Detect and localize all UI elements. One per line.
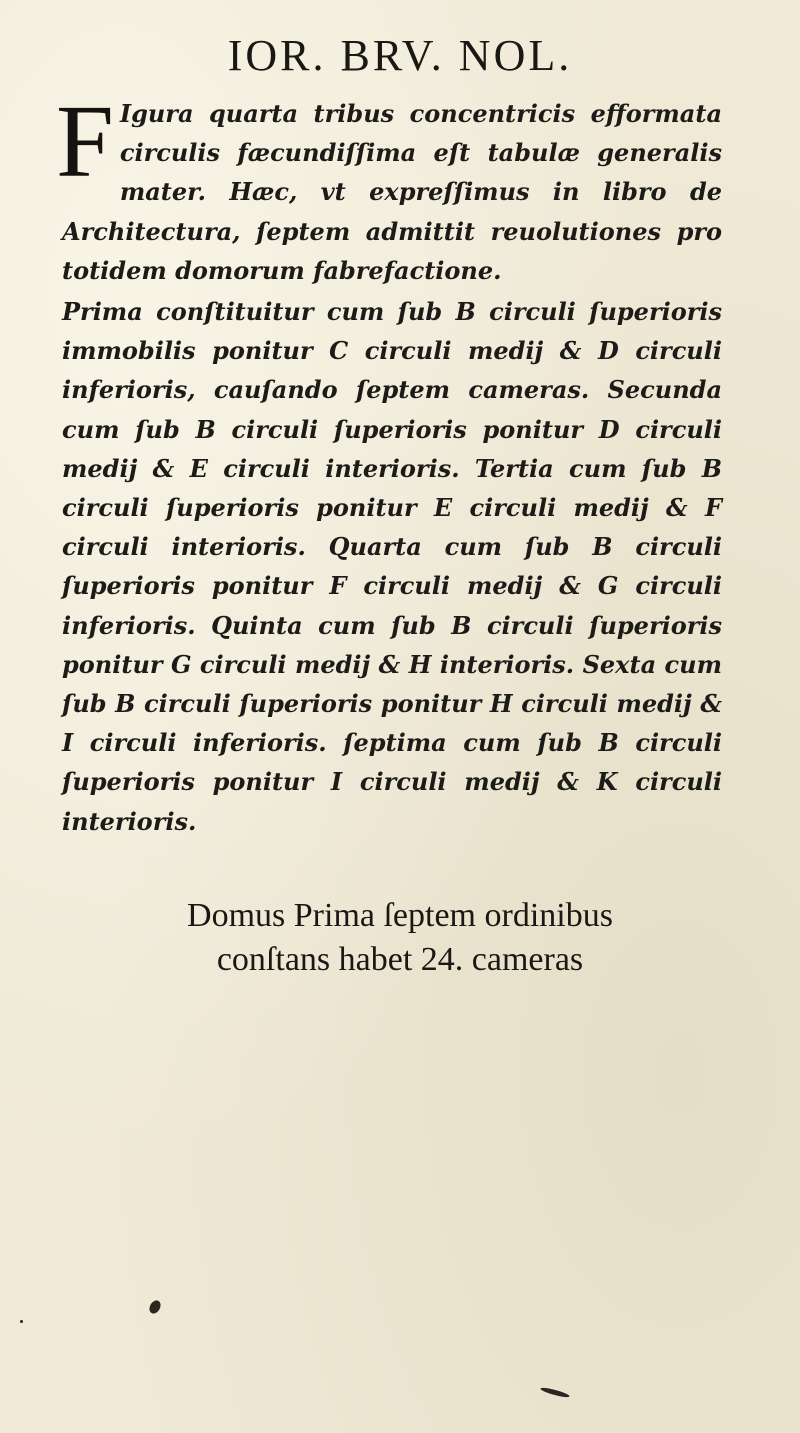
paragraph-revolutions: Prima conſtituitur cum ſub B circuli ſuperioris immobilis ponitur C circuli medij & D circuli inferioris, cauſando ſeptem cameras. Secunda cum ſub B circuli ſuperioris ponitur D circuli medij & E circuli interioris. Tertia cum ſub B circuli ſuperioris ponitur E circuli medij & F circuli interioris. Quarta cum ſub B circuli ſuperioris ponitur F circuli medij & G circuli inferioris. Quinta cum ſub B circuli ſuperioris ponitur G circuli medij & H interioris. Sexta cum ſub B circuli ſuperioris ponitur H circuli medij & I circuli inferioris. ſeptima cum ſub B circuli ſuperioris ponitur I circuli medij & K circuli interioris. <box>62 297 722 836</box>
caption-line-2: conſtans habet 24. cameras <box>216 941 584 978</box>
paragraph-figura <box>56 84 722 290</box>
drop-cap: F <box>56 84 114 199</box>
paragraph-figura-text: Igura quarta tribus concentricis efformata circulis fæcundiſſima eſt tabulæ generalis mater. Hæc, vt expreſſimus in libro de Architectura, ſeptem admittit reuolutiones pro totidem domorum fabrefactione. <box>62 99 722 285</box>
caption-line-1: Domus Prima ſeptem ordinibus <box>187 897 613 934</box>
caption <box>0 894 800 982</box>
running-head: IOR. BRV. NOL. <box>227 31 573 80</box>
